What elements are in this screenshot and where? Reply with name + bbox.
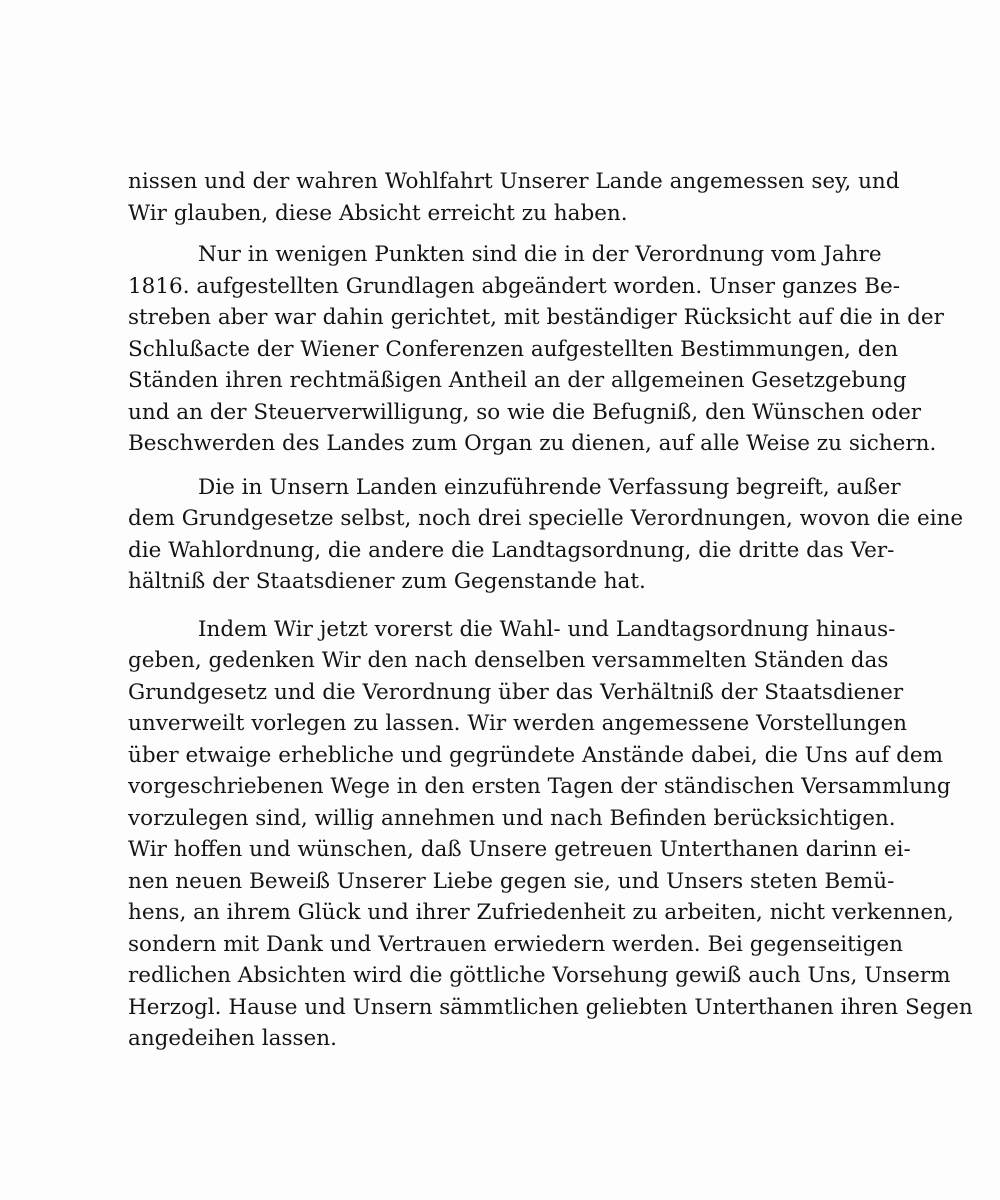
text-line: Schlußacte der Wiener Conferenzen aufgestellten Bestimmungen, den (128, 336, 899, 362)
text-line: hens, an ihrem Glück und ihrer Zufriedenheit zu arbeiten, nicht verkennen, (128, 900, 954, 925)
text-line: vorgeschriebenen Wege in den ersten Tagen der ständischen Versammlung (128, 774, 951, 799)
text-line: unverweilt vorlegen zu lassen. Wir werden angemessene Vorstellungen (128, 711, 908, 736)
text-line: über etwaige erhebliche und gegründete Anstände dabei, die Uns auf dem (128, 742, 943, 768)
text-line: nen neuen Beweiß Unserer Liebe gegen sie, und Unsers steten Bemü- (128, 868, 895, 894)
text-line: angedeihen lassen. (128, 1026, 337, 1051)
text-line: Herzogl. Hause und Unsern sämmtlichen geliebten Unterthanen ihren Segen (128, 994, 973, 1020)
text-line: dem Grundgesetze selbst, noch drei specielle Verordnungen, wovon die eine (128, 506, 964, 531)
text-line: nissen und der wahren Wohlfahrt Unserer Lande angemessen sey, und (128, 169, 900, 194)
paragraph-3 (128, 472, 964, 598)
text-line: Indem Wir jetzt vorerst die Wahl- und Landtagsordnung hinaus- (198, 616, 896, 642)
paragraph-1 (128, 166, 900, 229)
text-line: Wir hoffen und wünschen, daß Unsere getreuen Unterthanen darinn ei- (128, 837, 911, 862)
text-line: vorzulegen sind, willig annehmen und nach Befinden berücksichtigen. (128, 805, 896, 831)
text-line: sondern mit Dank und Vertrauen erwiedern werden. Bei gegenseitigen (128, 931, 903, 957)
text-line: streben aber war dahin gerichtet, mit beständiger Rücksicht auf die in der (128, 305, 944, 330)
text-line: redlichen Absichten wird die göttliche Vorsehung gewiß auch Uns, Unserm (128, 963, 951, 988)
text-line: geben, gedenken Wir den nach denselben versammelten Ständen das (128, 648, 889, 673)
paragraph-2 (128, 239, 944, 460)
text-line: und an der Steuerverwilligung, so wie die Befugniß, den Wünschen oder (128, 399, 922, 425)
text-line: hältniß der Staatsdiener zum Gegenstande hat. (128, 569, 646, 594)
text-line: Die in Unsern Landen einzuführende Verfassung begreift, außer (198, 474, 901, 500)
text-line: Ständen ihren rechtmäßigen Antheil an der allgemeinen Gesetzgebung (128, 368, 907, 393)
paragraph-4 (128, 614, 973, 1055)
text-line: die Wahlordnung, die andere die Landtagsordnung, die dritte das Ver- (128, 537, 895, 563)
body-text (128, 166, 973, 1055)
text-line: Wir glauben, diese Absicht erreicht zu haben. (128, 200, 628, 226)
text-line: Nur in wenigen Punkten sind die in der Verordnung vom Jahre (198, 242, 882, 267)
text-line: Grundgesetz und die Verordnung über das Verhältniß der Staatsdiener (128, 679, 904, 705)
text-line: 1816. aufgestellten Grundlagen abgeändert worden. Unser ganzes Be- (128, 273, 901, 299)
text-line: Beschwerden des Landes zum Organ zu dienen, auf alle Weise zu sichern. (128, 431, 937, 456)
